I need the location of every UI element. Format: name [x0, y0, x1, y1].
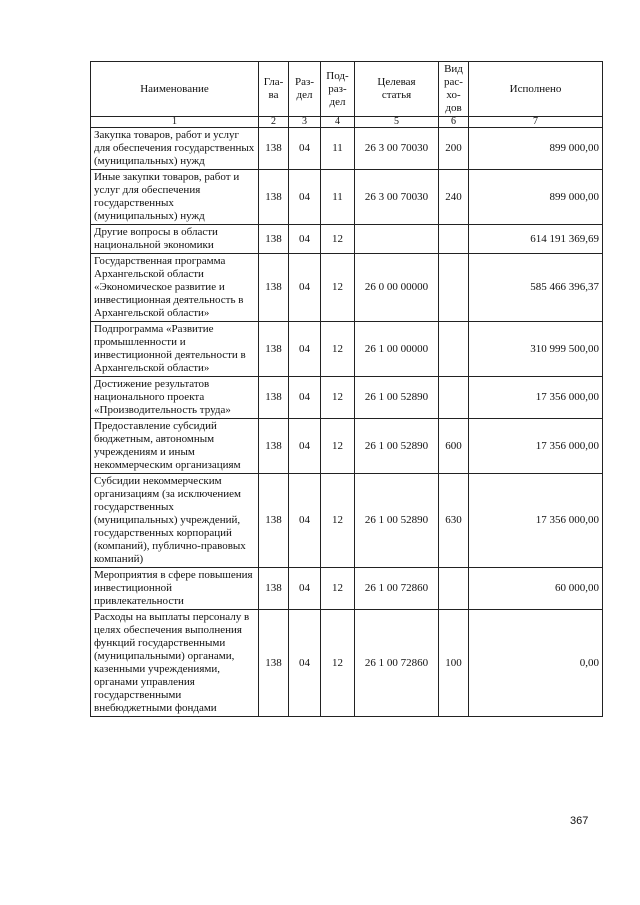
cell-razdel: 04 [289, 170, 321, 225]
cell-ispolneno: 17 356 000,00 [469, 377, 603, 419]
cell-name: Мероприятия в сфере повышения инвестиционной привлекательности [91, 568, 259, 610]
cell-vid [439, 254, 469, 322]
cell-ispolneno: 0,00 [469, 610, 603, 717]
cell-podrazdel: 12 [321, 474, 355, 568]
cell-podrazdel: 12 [321, 322, 355, 377]
column-number: 1 [91, 117, 259, 128]
column-number: 4 [321, 117, 355, 128]
cell-glava: 138 [259, 170, 289, 225]
header-ispolneno: Исполнено [469, 62, 603, 117]
cell-vid: 100 [439, 610, 469, 717]
cell-ispolneno: 310 999 500,00 [469, 322, 603, 377]
cell-ispolneno: 614 191 369,69 [469, 225, 603, 254]
cell-glava: 138 [259, 225, 289, 254]
cell-vid [439, 322, 469, 377]
cell-ispolneno: 585 466 396,37 [469, 254, 603, 322]
cell-razdel: 04 [289, 610, 321, 717]
cell-vid [439, 225, 469, 254]
cell-celevaya: 26 1 00 52890 [355, 419, 439, 474]
cell-razdel: 04 [289, 225, 321, 254]
header-glava: Гла- ва [259, 62, 289, 117]
cell-glava: 138 [259, 568, 289, 610]
column-number: 6 [439, 117, 469, 128]
cell-celevaya: 26 1 00 72860 [355, 610, 439, 717]
header-razdel: Раз- дел [289, 62, 321, 117]
cell-podrazdel: 12 [321, 419, 355, 474]
table-row [91, 225, 603, 254]
column-number: 3 [289, 117, 321, 128]
cell-name: Подпрограмма «Развитие промышленности и инвестиционной деятельности в Архангельской области» [91, 322, 259, 377]
table-row [91, 610, 603, 717]
table-row [91, 568, 603, 610]
cell-name: Иные закупки товаров, работ и услуг для обеспечения государственных (муниципальных) нужд [91, 170, 259, 225]
cell-celevaya: 26 1 00 52890 [355, 377, 439, 419]
cell-ispolneno: 17 356 000,00 [469, 474, 603, 568]
cell-name: Государственная программа Архангельской области «Экономическое развитие и инвестиционная деятельность в Архангельской области» [91, 254, 259, 322]
cell-celevaya: 26 3 00 70030 [355, 128, 439, 170]
cell-podrazdel: 12 [321, 225, 355, 254]
budget-table [90, 61, 603, 717]
cell-podrazdel: 12 [321, 254, 355, 322]
page-number: 367 [570, 815, 589, 827]
cell-razdel: 04 [289, 322, 321, 377]
table-row [91, 128, 603, 170]
column-number: 5 [355, 117, 439, 128]
column-number: 2 [259, 117, 289, 128]
cell-razdel: 04 [289, 474, 321, 568]
header-celevaya: Целевая статья [355, 62, 439, 117]
cell-glava: 138 [259, 474, 289, 568]
table-row [91, 254, 603, 322]
table-row [91, 377, 603, 419]
cell-glava: 138 [259, 610, 289, 717]
cell-razdel: 04 [289, 377, 321, 419]
table-row [91, 474, 603, 568]
cell-celevaya: 26 1 00 72860 [355, 568, 439, 610]
table-row [91, 322, 603, 377]
column-numbers-row [91, 117, 603, 128]
header-podrazdel: Под- раз- дел [321, 62, 355, 117]
cell-ispolneno: 899 000,00 [469, 128, 603, 170]
cell-podrazdel: 12 [321, 610, 355, 717]
table-body [91, 128, 603, 717]
table-row [91, 170, 603, 225]
cell-name: Достижение результатов национального проекта «Производительность труда» [91, 377, 259, 419]
cell-podrazdel: 12 [321, 377, 355, 419]
cell-razdel: 04 [289, 128, 321, 170]
header-name: Наименование [91, 62, 259, 117]
cell-vid: 200 [439, 128, 469, 170]
cell-podrazdel: 11 [321, 128, 355, 170]
cell-celevaya: 26 1 00 52890 [355, 474, 439, 568]
cell-glava: 138 [259, 128, 289, 170]
cell-glava: 138 [259, 322, 289, 377]
cell-vid [439, 568, 469, 610]
cell-name: Закупка товаров, работ и услуг для обеспечения государственных (муниципальных) нужд [91, 128, 259, 170]
cell-celevaya [355, 225, 439, 254]
cell-celevaya: 26 1 00 00000 [355, 322, 439, 377]
cell-glava: 138 [259, 254, 289, 322]
cell-name: Предоставление субсидий бюджетным, автономным учреждениям и иным некоммерческим организациям [91, 419, 259, 474]
cell-celevaya: 26 0 00 00000 [355, 254, 439, 322]
cell-razdel: 04 [289, 254, 321, 322]
cell-glava: 138 [259, 419, 289, 474]
cell-ispolneno: 60 000,00 [469, 568, 603, 610]
table-row [91, 419, 603, 474]
cell-ispolneno: 17 356 000,00 [469, 419, 603, 474]
cell-podrazdel: 11 [321, 170, 355, 225]
cell-vid: 630 [439, 474, 469, 568]
cell-razdel: 04 [289, 568, 321, 610]
cell-podrazdel: 12 [321, 568, 355, 610]
cell-celevaya: 26 3 00 70030 [355, 170, 439, 225]
cell-vid: 240 [439, 170, 469, 225]
cell-name: Расходы на выплаты персоналу в целях обеспечения выполнения функций государственными (муниципальными) органами, казенными учреждениями, органами управления государственными внебюджетными фондами [91, 610, 259, 717]
cell-razdel: 04 [289, 419, 321, 474]
column-number: 7 [469, 117, 603, 128]
cell-ispolneno: 899 000,00 [469, 170, 603, 225]
cell-vid: 600 [439, 419, 469, 474]
cell-name: Другие вопросы в области национальной экономики [91, 225, 259, 254]
header-vid: Вид рас- хо- дов [439, 62, 469, 117]
cell-glava: 138 [259, 377, 289, 419]
cell-vid [439, 377, 469, 419]
cell-name: Субсидии некоммерческим организациям (за исключением государственных (муниципальных) учреждений, государственных корпораций (компаний), публично-правовых компаний) [91, 474, 259, 568]
